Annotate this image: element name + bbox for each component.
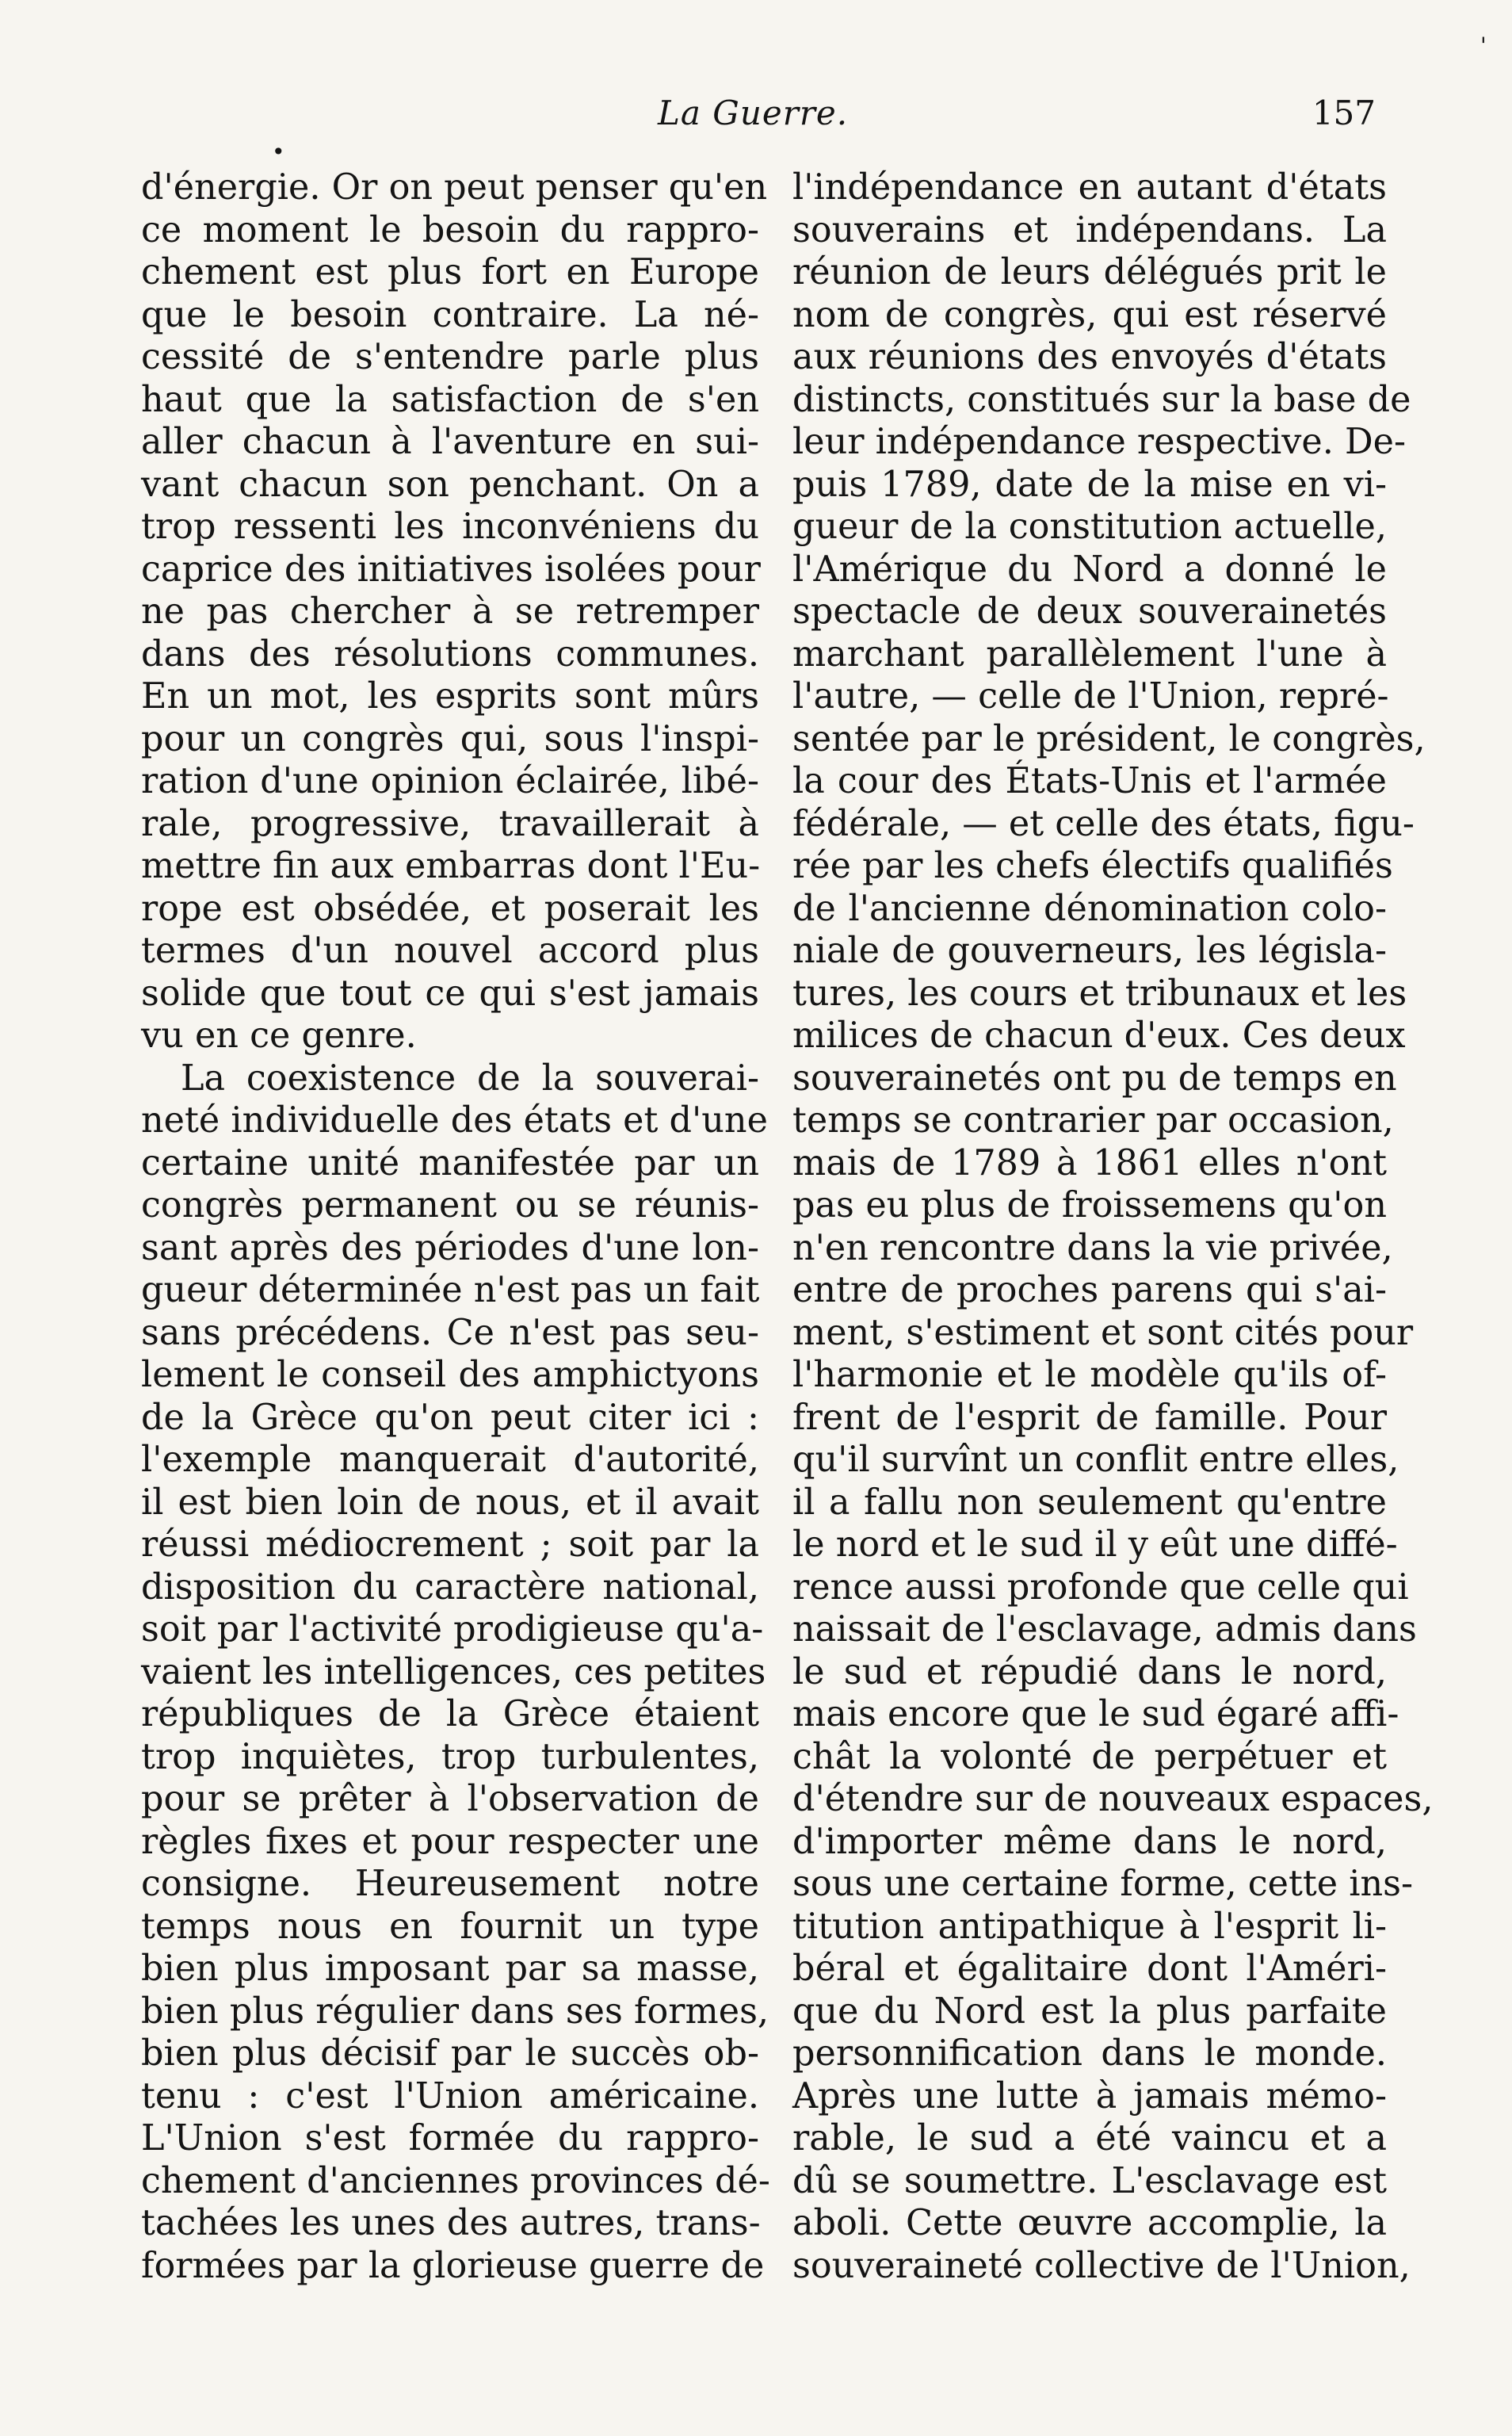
text-line: temps nous en fournit un type bbox=[141, 1906, 759, 1947]
text-line: fédérale, — et celle des états, figu- bbox=[792, 803, 1415, 844]
text-line: Après une lutte à jamais mémo- bbox=[792, 2075, 1387, 2117]
text-line: rable, le sud a été vaincu et a bbox=[792, 2118, 1387, 2159]
text-line: ration d'une opinion éclairée, libé- bbox=[141, 761, 759, 801]
text-line: trop ressenti les inconvéniens du bbox=[141, 507, 759, 547]
text-line: ment, s'estiment et sont cités pour bbox=[792, 1312, 1414, 1353]
text-line: règles fixes et pour respecter une bbox=[141, 1821, 759, 1862]
text-line: chement est plus fort en Europe bbox=[141, 252, 759, 293]
text-line: réunion de leurs délégués prit le bbox=[792, 252, 1387, 293]
text-line: pas eu plus de froissemens qu'on bbox=[792, 1185, 1387, 1226]
text-line: souverains et indépendans. La bbox=[792, 209, 1387, 250]
running-title: La Guerre. bbox=[658, 94, 849, 132]
text-line: temps se contrarier par occasion, bbox=[792, 1100, 1394, 1141]
text-line: l'indépendance en autant d'états bbox=[792, 167, 1387, 208]
text-line: la cour des États-Unis et l'armée bbox=[792, 761, 1387, 801]
text-line: rale, progressive, travaillerait à bbox=[141, 803, 759, 844]
text-line: réussi médiocrement ; soit par la bbox=[141, 1524, 759, 1565]
print-mark-tick: ' bbox=[1480, 33, 1487, 59]
text-line: pour se prêter à l'observation de bbox=[141, 1779, 759, 1819]
text-line: rée par les chefs électifs qualifiés bbox=[792, 846, 1393, 886]
text-line: l'exemple manquerait d'autorité, bbox=[141, 1440, 759, 1480]
text-line: il a fallu non seulement qu'entre bbox=[792, 1482, 1387, 1523]
text-line: bien plus imposant par sa masse, bbox=[141, 1948, 759, 1989]
text-line: solide que tout ce qui s'est jamais bbox=[141, 973, 759, 1014]
text-line: personnification dans le monde. bbox=[792, 2033, 1387, 2074]
text-line: qu'il survînt un conflit entre elles, bbox=[792, 1440, 1399, 1480]
text-line: consigne. Heureusement notre bbox=[141, 1864, 759, 1904]
text-line: l'Amérique du Nord a donné le bbox=[792, 549, 1387, 590]
text-line: congrès permanent ou se réunis- bbox=[141, 1185, 759, 1226]
text-line: neté individuelle des états et d'une bbox=[141, 1100, 768, 1141]
text-line: dû se soumettre. L'esclavage est bbox=[792, 2160, 1387, 2201]
text-line: haut que la satisfaction de s'en bbox=[141, 379, 759, 420]
text-line: ne pas chercher à se retremper bbox=[141, 591, 759, 632]
text-line: ce moment le besoin du rappro- bbox=[141, 209, 759, 250]
text-line: aller chacun à l'aventure en sui- bbox=[141, 422, 759, 462]
text-line: L'Union s'est formée du rappro- bbox=[141, 2118, 759, 2159]
text-line: caprice des initiatives isolées pour bbox=[141, 549, 761, 590]
text-line: spectacle de deux souverainetés bbox=[792, 591, 1387, 632]
text-line: rence aussi profonde que celle qui bbox=[792, 1566, 1409, 1608]
text-line: sans précédens. Ce n'est pas seu- bbox=[141, 1312, 759, 1353]
text-line: certaine unité manifestée par un bbox=[141, 1142, 759, 1184]
text-line: cessité de s'entendre parle plus bbox=[141, 337, 759, 377]
text-line: aux réunions des envoyés d'états bbox=[792, 337, 1387, 377]
text-line: que du Nord est la plus parfaite bbox=[792, 1990, 1387, 2032]
text-line: d'étendre sur de nouveaux espaces, bbox=[792, 1779, 1434, 1819]
text-line: disposition du caractère national, bbox=[141, 1566, 759, 1608]
text-line: milices de chacun d'eux. Ces deux bbox=[792, 1015, 1406, 1056]
text-line: rope est obsédée, et poserait les bbox=[141, 888, 759, 929]
print-mark-dot: • bbox=[272, 139, 285, 165]
page-number: 157 bbox=[1312, 94, 1376, 132]
text-line: chement d'anciennes provinces dé- bbox=[141, 2160, 770, 2201]
text-line: mais encore que le sud égaré affi- bbox=[792, 1694, 1399, 1734]
text-line: termes d'un nouvel accord plus bbox=[141, 931, 759, 971]
text-line: aboli. Cette œuvre accomplie, la bbox=[792, 2203, 1387, 2243]
text-line: pour un congrès qui, sous l'inspi- bbox=[141, 718, 759, 759]
text-line: soit par l'activité prodigieuse qu'a- bbox=[141, 1609, 764, 1650]
text-line: puis 1789, date de la mise en vi- bbox=[792, 464, 1387, 505]
text-line: souverainetés ont pu de temps en bbox=[792, 1057, 1397, 1099]
text-line: il est bien loin de nous, et il avait bbox=[141, 1482, 759, 1523]
text-line: béral et égalitaire dont l'Améri- bbox=[792, 1948, 1387, 1989]
text-line: d'énergie. Or on peut penser qu'en bbox=[141, 167, 768, 208]
text-line: bien plus régulier dans ses formes, bbox=[141, 1990, 769, 2032]
text-line: La coexistence de la souverai- bbox=[181, 1057, 759, 1099]
text-line: niale de gouverneurs, les législa- bbox=[792, 931, 1387, 971]
text-line: tachées les unes des autres, trans- bbox=[141, 2203, 761, 2243]
text-line: gueur déterminée n'est pas un fait bbox=[141, 1270, 760, 1310]
text-line: entre de proches parens qui s'ai- bbox=[792, 1270, 1387, 1310]
text-line: trop inquiètes, trop turbulentes, bbox=[141, 1736, 759, 1777]
text-line: le nord et le sud il y eût une diffé- bbox=[792, 1524, 1398, 1565]
text-column-left bbox=[141, 166, 770, 2287]
text-line: nom de congrès, qui est réservé bbox=[792, 294, 1387, 335]
text-line: distincts, constitués sur la base de bbox=[792, 379, 1411, 420]
text-line: leur indépendance respective. De- bbox=[792, 422, 1407, 462]
text-line: que le besoin contraire. La né- bbox=[141, 294, 759, 335]
text-line: formées par la glorieuse guerre de bbox=[141, 2245, 765, 2286]
text-line: sentée par le président, le congrès, bbox=[792, 718, 1426, 759]
text-line: vu en ce genre. bbox=[141, 1015, 417, 1056]
text-line: l'autre, — celle de l'Union, repré- bbox=[792, 676, 1389, 717]
text-line: le sud et répudié dans le nord, bbox=[792, 1651, 1387, 1692]
text-line: gueur de la constitution actuelle, bbox=[792, 507, 1387, 547]
text-line: lement le conseil des amphictyons bbox=[141, 1355, 759, 1395]
text-line: sous une certaine forme, cette ins- bbox=[792, 1864, 1414, 1904]
text-line: d'importer même dans le nord, bbox=[792, 1821, 1387, 1862]
text-line: En un mot, les esprits sont mûrs bbox=[141, 676, 759, 717]
text-column-right bbox=[792, 166, 1434, 2287]
text-line: titution antipathique à l'esprit li- bbox=[792, 1906, 1387, 1947]
text-line: de la Grèce qu'on peut citer ici : bbox=[141, 1397, 759, 1438]
text-line: vaient les intelligences, ces petites bbox=[141, 1651, 766, 1692]
text-line: chât la volonté de perpétuer et bbox=[792, 1736, 1387, 1777]
text-line: bien plus décisif par le succès ob- bbox=[141, 2033, 759, 2074]
text-line: dans des résolutions communes. bbox=[141, 633, 759, 675]
text-line: n'en rencontre dans la vie privée, bbox=[792, 1227, 1393, 1268]
text-line: frent de l'esprit de famille. Pour bbox=[792, 1397, 1387, 1438]
text-line: marchant parallèlement l'une à bbox=[792, 633, 1387, 675]
text-line: vant chacun son penchant. On a bbox=[141, 464, 759, 505]
text-line: naissait de l'esclavage, admis dans bbox=[792, 1609, 1417, 1650]
text-line: mais de 1789 à 1861 elles n'ont bbox=[792, 1142, 1387, 1184]
text-line: tenu : c'est l'Union américaine. bbox=[141, 2075, 759, 2117]
text-line: souveraineté collective de l'Union, bbox=[792, 2245, 1411, 2286]
text-line: l'harmonie et le modèle qu'ils of- bbox=[792, 1355, 1387, 1395]
text-line: tures, les cours et tribunaux et les bbox=[792, 973, 1407, 1014]
text-line: de l'ancienne dénomination colo- bbox=[792, 888, 1387, 929]
text-line: sant après des périodes d'une lon- bbox=[141, 1227, 759, 1268]
text-line: républiques de la Grèce étaient bbox=[141, 1694, 759, 1734]
text-line: mettre fin aux embarras dont l'Eu- bbox=[141, 846, 761, 886]
